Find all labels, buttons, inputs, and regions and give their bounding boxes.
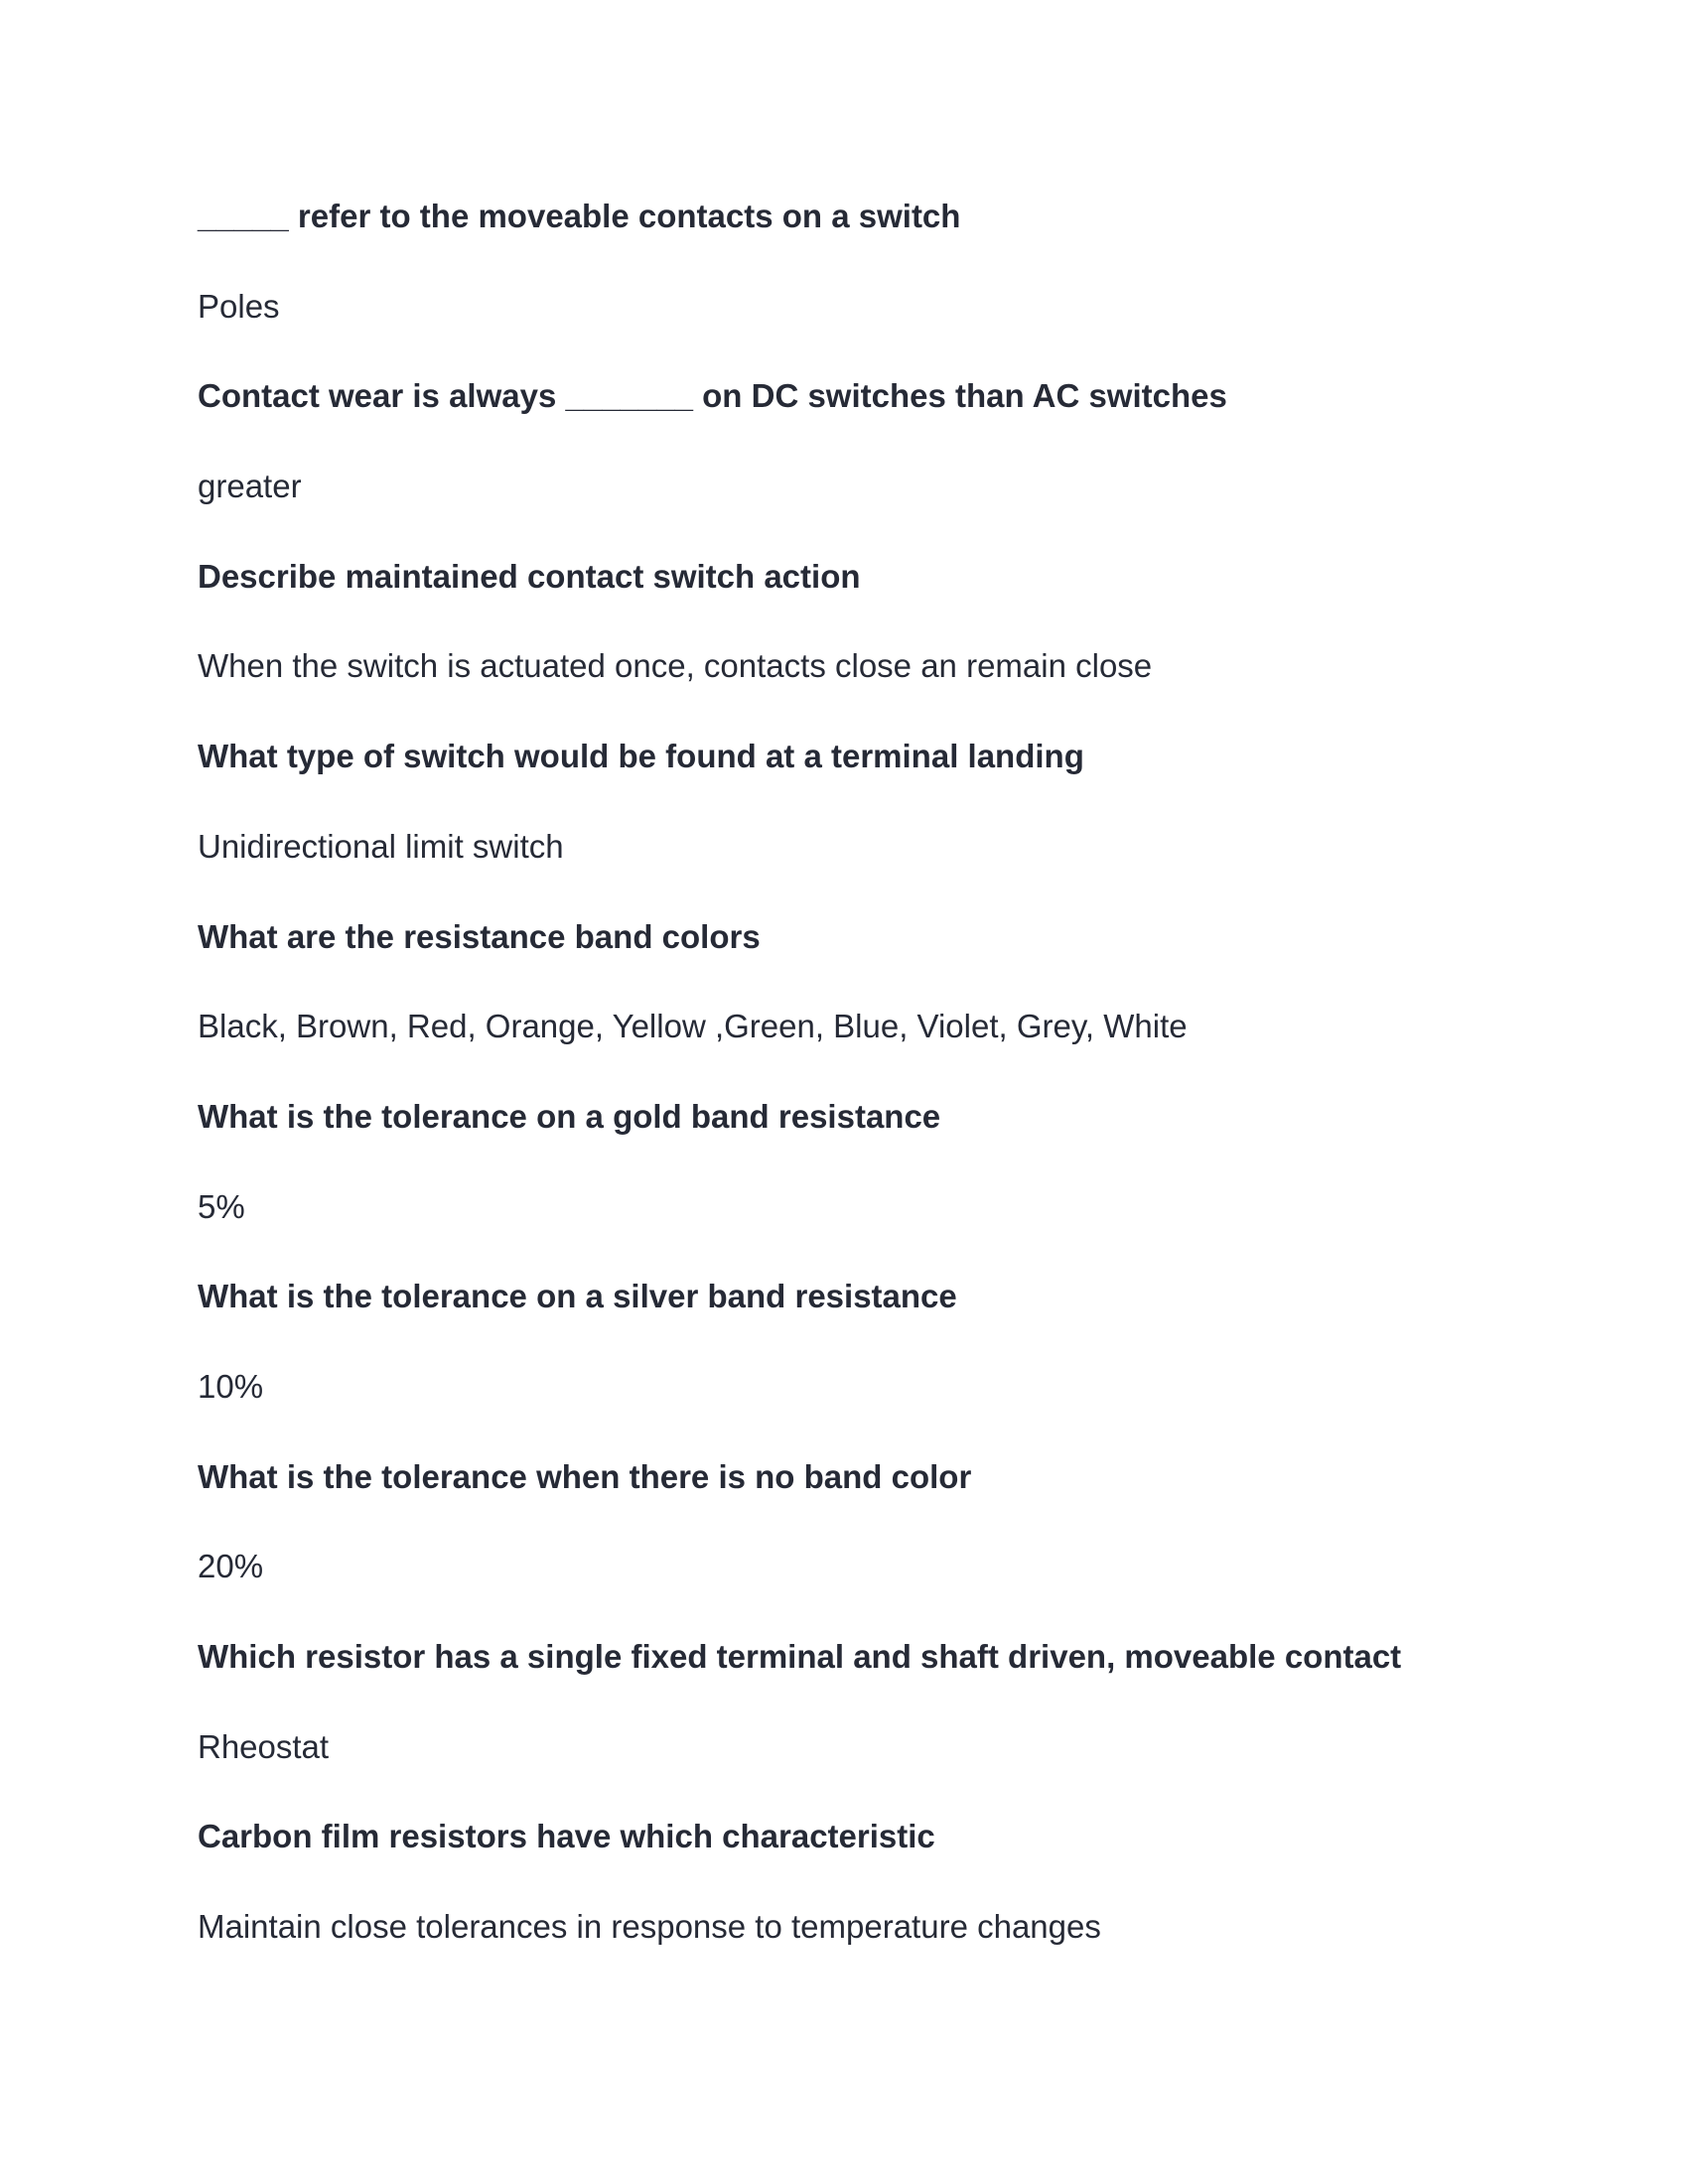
answer-6: 5% (198, 1187, 245, 1225)
question-7: What is the tolerance on a silver band resistance (198, 1278, 957, 1315)
question-5: What are the resistance band colors (198, 917, 761, 955)
answer-9: Rheostat (198, 1727, 330, 1765)
question-3: Describe maintained contact switch action (198, 557, 861, 595)
question-9: Which resistor has a single fixed terminal and shaft driven, moveable contact (198, 1638, 1402, 1675)
question-10: Carbon film resistors have which characteristic (198, 1818, 935, 1855)
answer-7: 10% (198, 1367, 264, 1405)
answer-8: 20% (198, 1548, 264, 1585)
question-8: What is the tolerance when there is no band color (198, 1457, 972, 1495)
question-4: What type of switch would be found at a terminal landing (198, 738, 1084, 775)
answer-1: Poles (198, 287, 280, 325)
qa-list (198, 192, 1508, 1992)
answer-10: Maintain close tolerances in response to temperature changes (198, 1908, 1101, 1946)
answer-3: When the switch is actuated once, contacts close an remain close (198, 647, 1153, 685)
question-2: Contact wear is always _______ on DC switches than AC switches (198, 377, 1227, 415)
question-1: _____ refer to the moveable contacts on a switch (198, 198, 961, 234)
answer-5: Black, Brown, Red, Orange, Yellow ,Green, Blue, Violet, Grey, White (198, 1008, 1188, 1045)
question-6: What is the tolerance on a gold band resistance (198, 1097, 941, 1135)
answer-2: greater (198, 468, 302, 505)
answer-4: Unidirectional limit switch (198, 827, 564, 865)
